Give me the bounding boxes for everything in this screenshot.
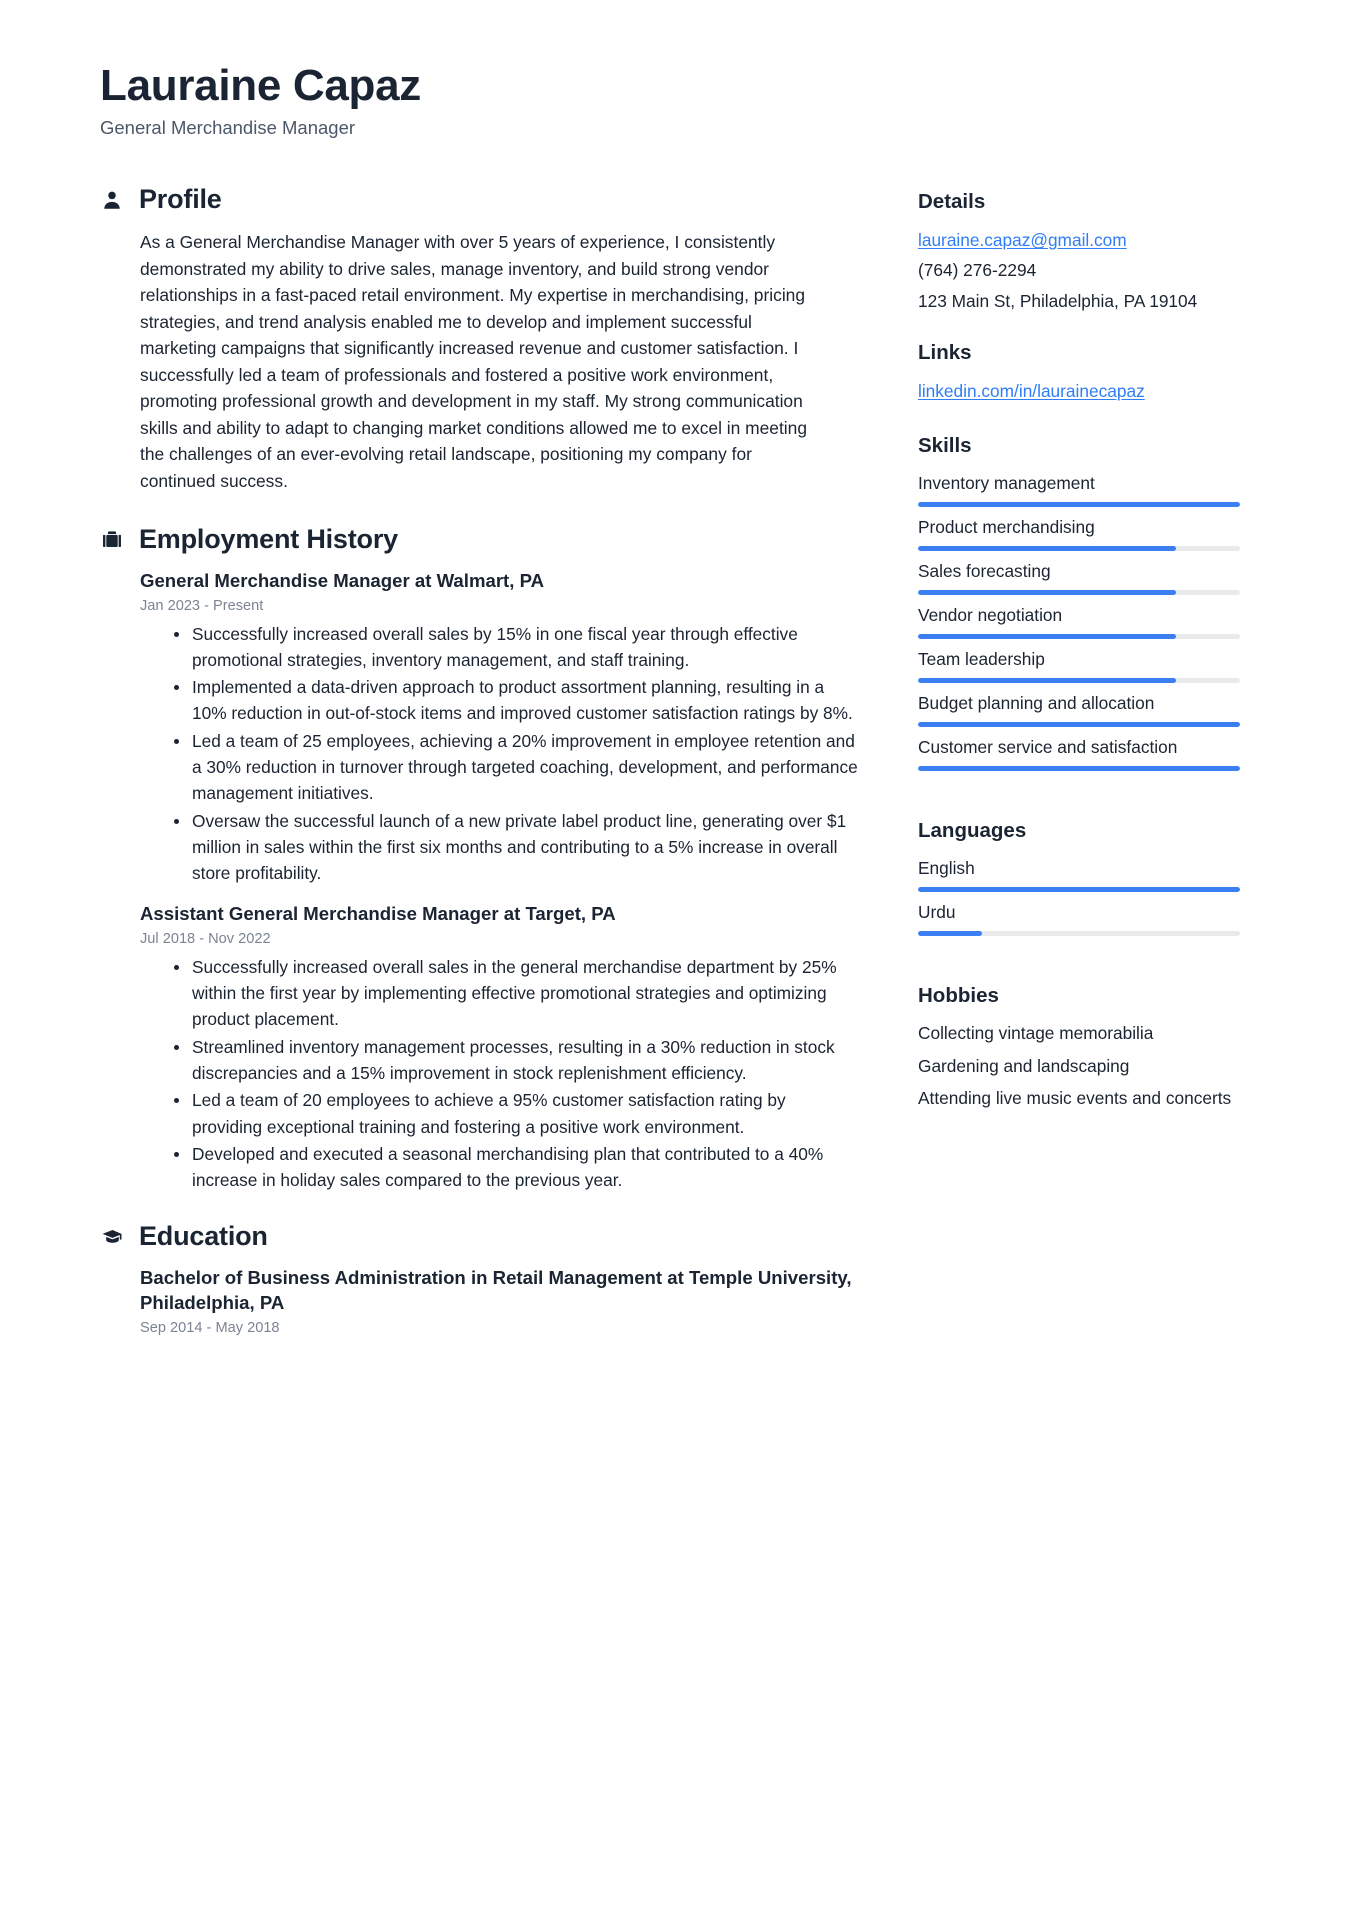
language-bar-fill — [918, 887, 1240, 892]
details-title: Details — [918, 190, 986, 214]
education-entry — [140, 1266, 860, 1337]
education-entry-date: Sep 2014 - May 2018 — [140, 1319, 280, 1336]
profile-text: As a General Merchandise Manager with over 5 years of experience, I consistently demonstrated my ability to drive sales, manage inventory, and build strong vendor relationships in a fast-paced retail environment. My expertise in merchandising, pricing strategies, and trend analysis enabled me to develop and implement successful marketing campaigns that significantly increased revenue and customer satisfaction. I successfully led a team of professionals and fostered a positive work environment, promoting professional growth and development in my staff. My strong communication skills and ability to adapt to changing market conditions allowed me to excel in meeting the challenges of an ever-evolving retail landscape, positioning my company for continued success. — [140, 232, 808, 491]
language-label: English — [918, 857, 975, 878]
details-block — [918, 190, 1266, 315]
skill-row — [918, 471, 1266, 507]
list-item: Implemented a data-driven approach to product assortment planning, resulting in a 10% reduction in out-of-stock items and improved customer satisfaction ratings by 8%. — [170, 674, 860, 727]
list-item: Successfully increased overall sales in the general merchandise department by 25% within the first year by implementing effective promotional strategies and optimizing product placement. — [170, 954, 860, 1033]
employment-heading-row — [100, 524, 860, 555]
skill-bar-track — [918, 546, 1240, 551]
skill-row — [918, 691, 1266, 727]
skill-bar-fill — [918, 766, 1240, 771]
hobbies-block — [918, 984, 1266, 1111]
skill-bar-track — [918, 766, 1240, 771]
skill-bar-fill — [918, 590, 1176, 595]
languages-title: Languages — [918, 819, 1027, 843]
sidebar-column — [918, 184, 1266, 1137]
skill-label: Product merchandising — [918, 516, 1095, 537]
language-bar-track — [918, 887, 1240, 892]
profile-title: Profile — [139, 184, 222, 215]
education-section — [100, 1221, 860, 1337]
list-item: Developed and executed a seasonal merchandising plan that contributed to a 40% increase in holiday sales compared to the previous year. — [170, 1141, 860, 1194]
skill-bar-fill — [918, 502, 1240, 507]
skill-label: Budget planning and allocation — [918, 692, 1155, 713]
skill-bar-track — [918, 590, 1240, 595]
hobbies-title: Hobbies — [918, 983, 999, 1007]
main-column — [100, 184, 860, 1345]
hobby-item: Collecting vintage memorabilia — [918, 1023, 1154, 1044]
person-icon — [100, 188, 124, 212]
address-value: 123 Main St, Philadelphia, PA 19104 — [918, 290, 1198, 311]
section-spacer — [100, 1209, 860, 1221]
linkedin-link[interactable]: linkedin.com/in/laurainecapaz — [918, 380, 1145, 401]
sidebar-spacer — [918, 962, 1266, 984]
skill-label: Customer service and satisfaction — [918, 737, 1178, 757]
skill-row — [918, 647, 1266, 683]
employment-title: Employment History — [139, 524, 398, 555]
graduation-cap-icon — [100, 1225, 124, 1249]
employment-entry-title: Assistant General Merchandise Manager at Target, PA — [140, 903, 616, 925]
skills-block — [918, 434, 1266, 771]
skill-row — [918, 735, 1266, 771]
employment-entry — [140, 569, 860, 886]
links-block — [918, 341, 1266, 408]
sidebar-spacer — [918, 797, 1266, 819]
skill-row — [918, 515, 1266, 551]
language-bar-fill — [918, 931, 982, 936]
language-row — [918, 900, 1266, 936]
language-row — [918, 856, 1266, 892]
profile-section — [100, 184, 860, 494]
resume-columns — [100, 184, 1294, 1345]
skill-bar-fill — [918, 634, 1176, 639]
skill-label: Sales forecasting — [918, 560, 1051, 581]
education-entry-title: Bachelor of Business Administration in Retail Management at Temple University, Philadelphia, PA — [140, 1267, 852, 1313]
email-link[interactable]: lauraine.capaz@gmail.com — [918, 230, 1127, 251]
list-item: Successfully increased overall sales by 15% in one fiscal year through effective promotional strategies, inventory management, and staff training. — [170, 621, 860, 674]
skill-bar-fill — [918, 678, 1176, 683]
skill-bar-track — [918, 678, 1240, 683]
skill-bar-track — [918, 722, 1240, 727]
skill-row — [918, 559, 1266, 595]
language-label: Urdu — [918, 901, 956, 922]
list-item: Streamlined inventory management processes, resulting in a 30% reduction in stock discrepancies and a 15% improvement in stock replenishment efficiency. — [170, 1034, 860, 1087]
profile-heading-row — [100, 184, 860, 215]
skill-bar-fill — [918, 722, 1240, 727]
skill-label: Team leadership — [918, 648, 1045, 669]
employment-entry-date: Jul 2018 - Nov 2022 — [140, 930, 271, 947]
candidate-job-title: General Merchandise Manager — [100, 117, 356, 139]
employment-entry-bullets — [140, 954, 860, 1194]
skill-bar-track — [918, 634, 1240, 639]
employment-entry-title: General Merchandise Manager at Walmart, PA — [140, 570, 545, 592]
employment-entry-date: Jan 2023 - Present — [140, 597, 264, 614]
skill-bar-fill — [918, 546, 1176, 551]
education-heading-row — [100, 1221, 860, 1252]
languages-block — [918, 819, 1266, 936]
education-title: Education — [139, 1221, 268, 1252]
language-bar-track — [918, 931, 1240, 936]
list-item: Led a team of 25 employees, achieving a 20% improvement in employee retention and a 30% reduction in turnover through targeted coaching, development, and performance management initiatives. — [170, 728, 860, 807]
skills-title: Skills — [918, 433, 972, 457]
skill-label: Inventory management — [918, 472, 1095, 493]
employment-entry-bullets — [140, 621, 860, 887]
hobby-item: Gardening and landscaping — [918, 1055, 1130, 1076]
briefcase-icon — [100, 528, 124, 552]
list-item: Led a team of 20 employees to achieve a 95% customer satisfaction rating by providing exceptional training and fostering a positive work environment. — [170, 1087, 860, 1140]
employment-section — [100, 524, 860, 1193]
list-item: Oversaw the successful launch of a new private label product line, generating over $1 million in sales within the first six months and contributing to a 5% increase in overall store profitability. — [170, 808, 860, 887]
skill-row — [918, 603, 1266, 639]
skill-bar-track — [918, 502, 1240, 507]
links-title: Links — [918, 341, 972, 365]
hobby-item: Attending live music events and concerts — [918, 1087, 1232, 1108]
employment-entry — [140, 902, 860, 1193]
phone-value: (764) 276-2294 — [918, 260, 1037, 281]
skill-label: Vendor negotiation — [918, 604, 1063, 625]
candidate-name: Lauraine Capaz — [100, 61, 422, 110]
resume-header — [100, 62, 1294, 140]
